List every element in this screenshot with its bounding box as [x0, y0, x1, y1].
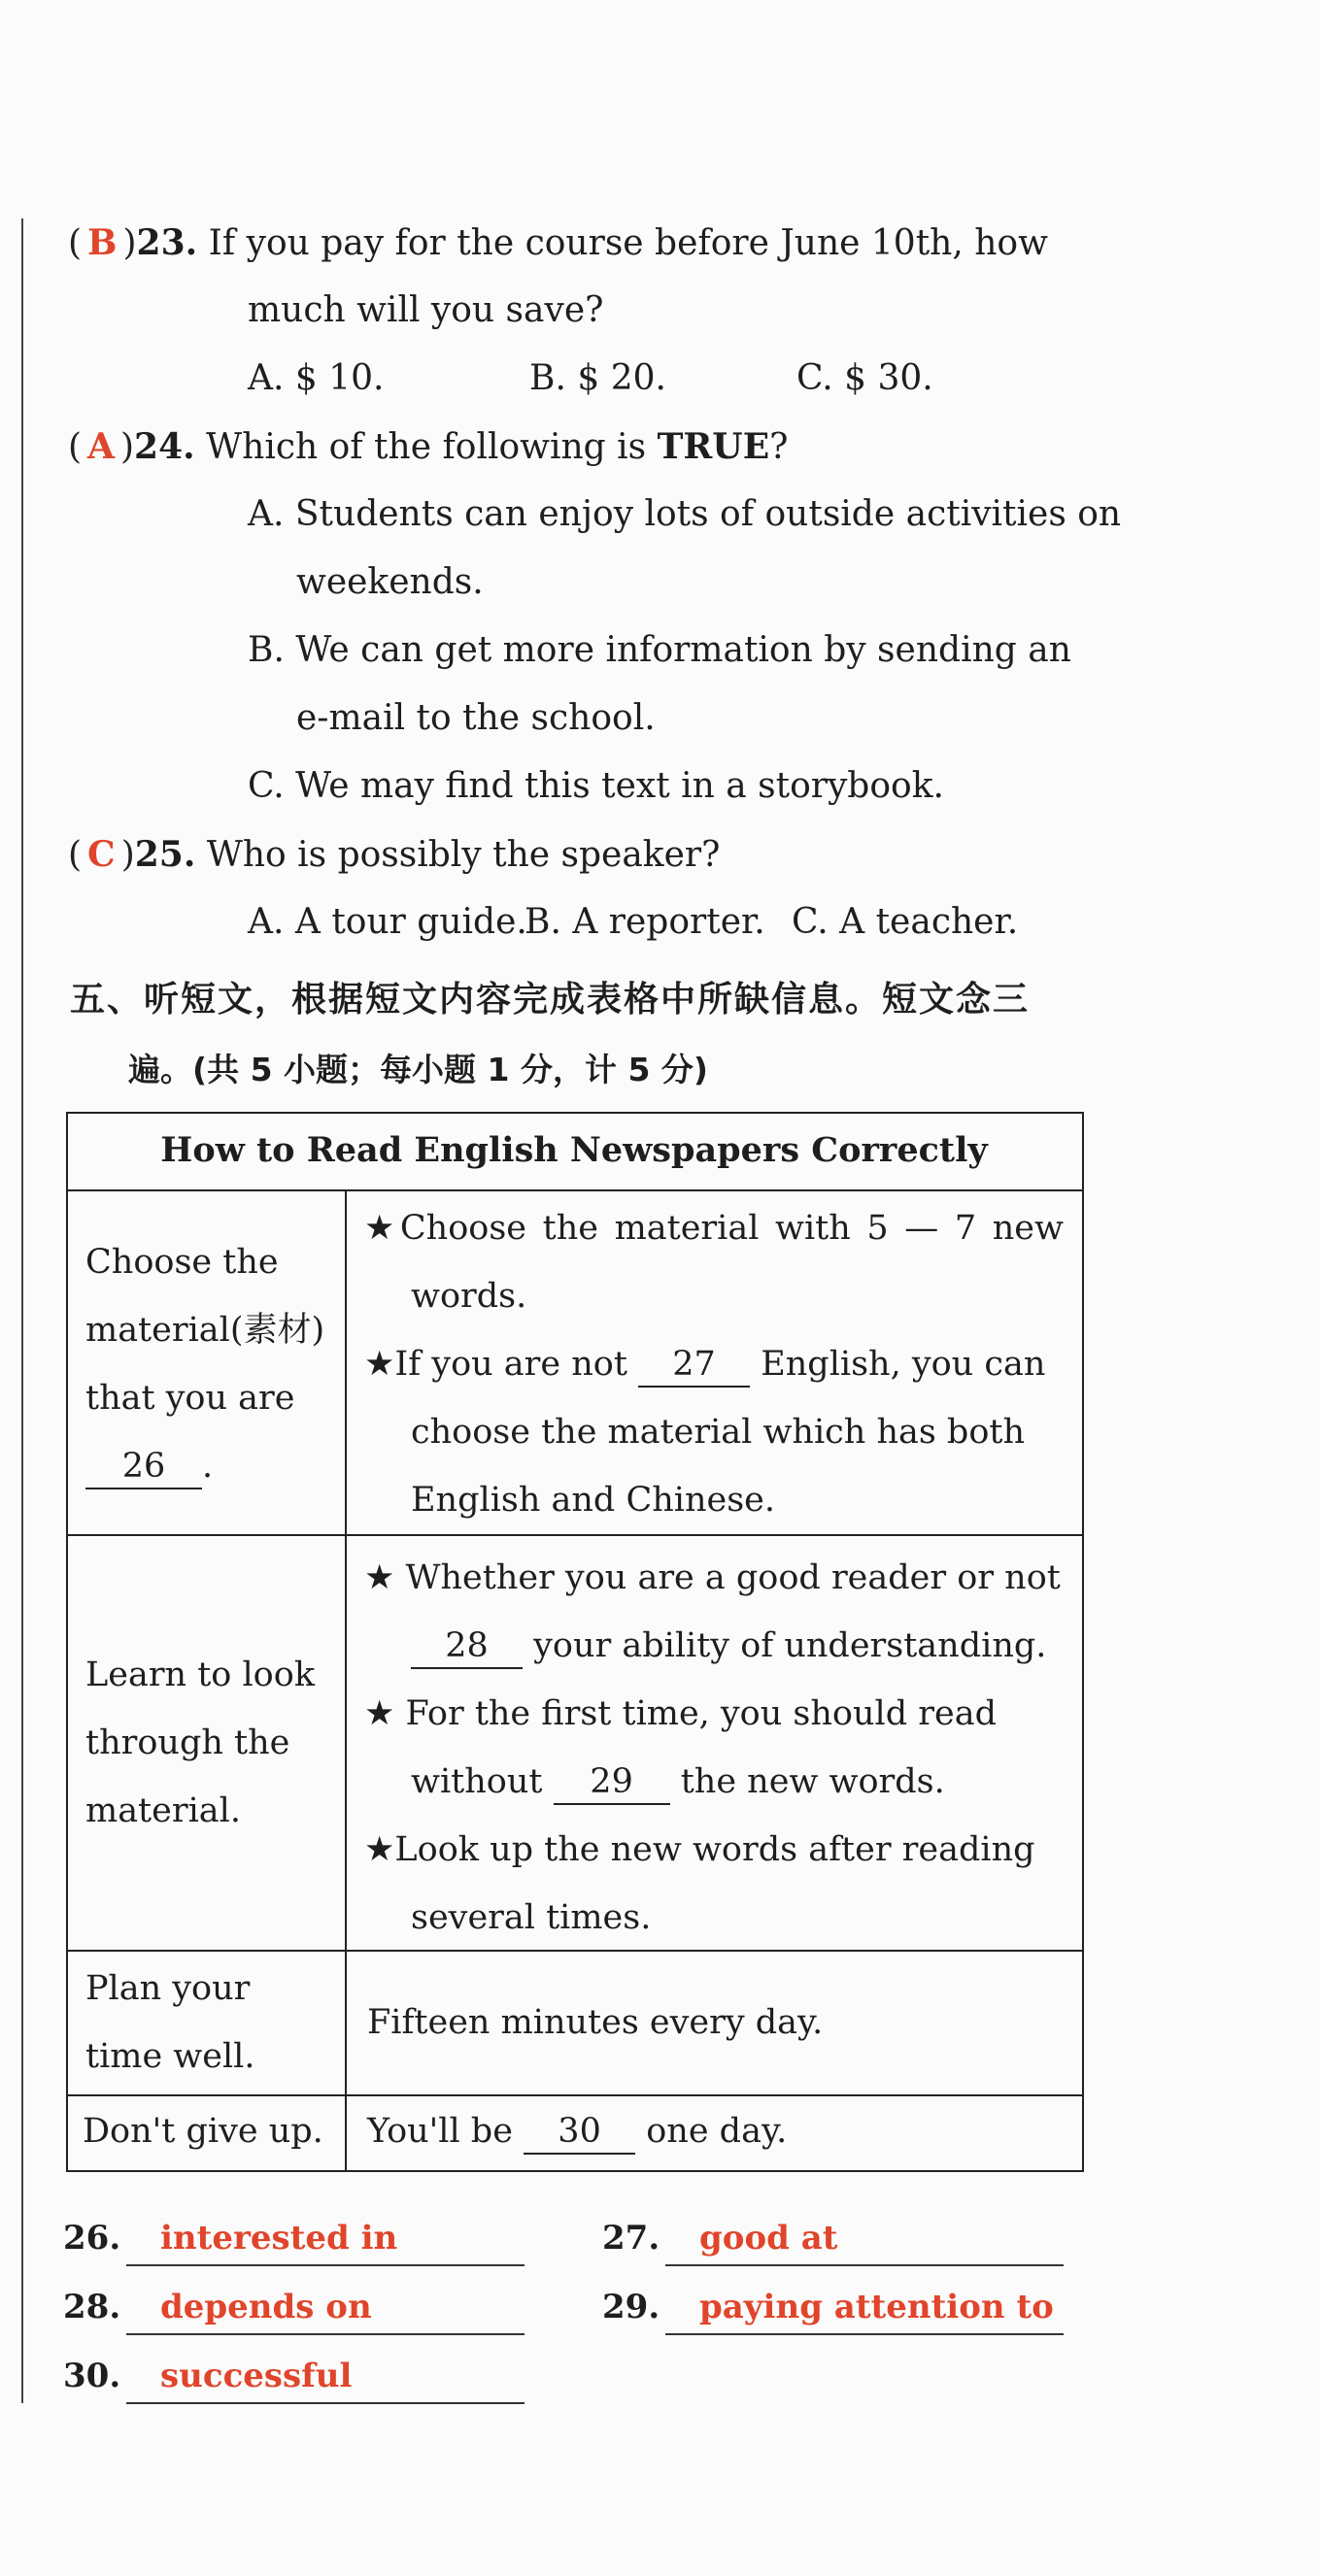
row2-right-line: Whether you are a good reader or not — [405, 1558, 1061, 1597]
row2-right-line: several times. — [411, 1898, 652, 1937]
fill-26 — [63, 2219, 398, 2258]
paren-open: ( — [68, 427, 83, 467]
table-divider — [66, 1534, 1082, 1536]
row2-right-post: your ability of understanding. — [533, 1626, 1047, 1665]
paren-open: ( — [68, 835, 83, 875]
row2-right — [364, 1544, 1064, 1952]
question-text-post: ? — [769, 427, 789, 467]
option-c: C. $ 30. — [796, 358, 933, 398]
row1-left: Choose the material(素材) that you are 26 . — [85, 1228, 324, 1500]
row4-right — [367, 2097, 787, 2165]
row2-left-line: Learn to look — [85, 1656, 316, 1694]
fill-number: 30. — [63, 2357, 121, 2395]
option-a: A. Students can enjoy lots of outside activities on — [248, 494, 1122, 534]
option-a-cont: weekends. — [296, 562, 484, 602]
blank-29: 29 — [554, 1760, 670, 1805]
blank-30: 30 — [524, 2110, 635, 2155]
table-column-divider — [345, 1189, 347, 2170]
row1-left-line: material(素材) — [85, 1311, 325, 1350]
option-b-cont: e-mail to the school. — [296, 698, 656, 738]
table-divider — [66, 1189, 1082, 1191]
fill-29 — [602, 2288, 1054, 2326]
row1-right-post: English, you can — [761, 1345, 1046, 1384]
paren-close: ) — [122, 223, 137, 263]
question-number: 23. — [136, 222, 198, 263]
fill-line — [665, 2264, 1064, 2266]
blank-26: 26 — [85, 1445, 202, 1489]
section-heading: 五、听短文，根据短文内容完成表格中所缺信息。短文念三 — [70, 980, 1031, 1020]
row3-right: Fifteen minutes every day. — [367, 2003, 824, 2042]
row2-right-pre: without — [411, 1762, 543, 1801]
row3-left-line: Plan your — [85, 1969, 251, 2008]
row2-right-line: For the first time, you should read — [405, 1694, 997, 1733]
star-icon: ★ — [364, 1830, 395, 1869]
fill-answer: good at — [699, 2219, 838, 2258]
row4-right-post: one day. — [646, 2112, 788, 2151]
star-icon: ★ — [364, 1694, 395, 1733]
row2-right-line: Look up the new words after reading — [394, 1830, 1035, 1869]
option-c: C. We may find this text in a storybook. — [248, 766, 944, 806]
row3-left-line: time well. — [85, 2037, 255, 2076]
row3-left — [85, 1955, 254, 2091]
row4-right-pre: You'll be — [367, 2112, 513, 2151]
fill-30 — [63, 2357, 353, 2395]
paren-open: ( — [68, 223, 83, 263]
question-number: 25. — [134, 834, 196, 875]
blank-27: 27 — [638, 1343, 750, 1388]
blank-28: 28 — [411, 1624, 523, 1669]
fill-line — [126, 2264, 525, 2266]
option-a: A. A tour guide. — [248, 902, 527, 942]
table-title: How to Read English Newspapers Correctly — [160, 1130, 988, 1170]
option-c: C. A teacher. — [792, 902, 1019, 942]
fill-line — [126, 2402, 525, 2404]
fill-number: 29. — [602, 2288, 660, 2326]
paren-close: ) — [120, 835, 135, 875]
option-b: B. We can get more information by sending an — [248, 630, 1071, 670]
question-24 — [68, 413, 788, 482]
star-icon: ★ — [364, 1345, 395, 1384]
row1-right — [364, 1194, 1064, 1534]
row1-right-line: choose the material which has both — [411, 1413, 1026, 1452]
option-b: B. A reporter. — [525, 902, 765, 942]
fill-answer: depends on — [160, 2288, 372, 2326]
answer-23: B — [87, 222, 118, 263]
row1-right-pre: If you are not — [394, 1345, 627, 1384]
fill-answer: interested in — [160, 2219, 398, 2258]
row2-left-line: material. — [85, 1791, 241, 1830]
option-b: B. $ 20. — [529, 358, 666, 398]
row1-left-line: that you are — [85, 1379, 295, 1418]
row2-left — [85, 1641, 315, 1845]
fill-line — [126, 2333, 525, 2335]
row1-right-line: Choose the material with 5 — 7 new — [399, 1209, 1064, 1248]
star-icon: ★ — [364, 1558, 395, 1597]
fill-number: 28. — [63, 2288, 121, 2326]
star-icon: ★ — [364, 1209, 400, 1248]
option-a: A. $ 10. — [248, 358, 385, 398]
row1-right-line: English and Chinese. — [411, 1481, 776, 1520]
fill-27 — [602, 2219, 838, 2258]
row1-left-line: Choose the — [85, 1243, 279, 1282]
table-divider — [66, 2094, 1082, 2096]
question-text: Who is possibly the speaker? — [206, 835, 721, 875]
question-23 — [68, 209, 1048, 278]
fill-line — [665, 2333, 1064, 2335]
fill-answer: paying attention to — [699, 2288, 1054, 2326]
question-25 — [68, 820, 720, 889]
margin-line — [21, 218, 23, 2403]
fill-28 — [63, 2288, 372, 2326]
fill-number: 26. — [63, 2219, 121, 2258]
fill-number: 27. — [602, 2219, 660, 2258]
paren-close: ) — [119, 427, 135, 467]
question-text-bold: TRUE — [657, 426, 770, 467]
answer-25: C — [87, 834, 116, 875]
section-heading-line2: 遍。(共 5 小题；每小题 1 分，计 5 分) — [128, 1051, 708, 1088]
question-23-line2: much will you save? — [248, 290, 604, 330]
row2-right-post: the new words. — [680, 1762, 945, 1801]
question-text: If you pay for the course before June 10th, how — [208, 223, 1048, 263]
row4-left: Don't give up. — [83, 2112, 323, 2151]
fill-answer: successful — [160, 2357, 353, 2395]
answer-24: A — [87, 426, 115, 467]
row2-left-line: through the — [85, 1723, 290, 1762]
row1-right-line: words. — [411, 1277, 527, 1316]
question-number: 24. — [134, 426, 195, 467]
question-text-pre: Which of the following is — [206, 427, 658, 467]
